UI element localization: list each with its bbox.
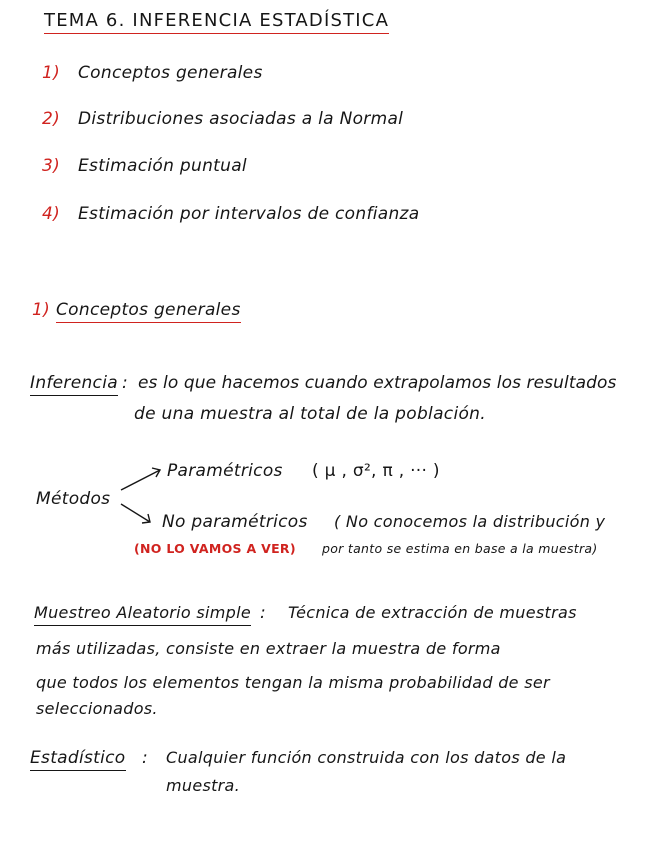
no-parametricos-note-line-1: ( No conocemos la distribución y (334, 512, 606, 531)
parametricos-params: ( μ , σ², π , ··· ) (312, 461, 440, 481)
page-title: TEMA 6. INFERENCIA ESTADÍSTICA (44, 10, 389, 34)
inferencia-term: Inferencia (30, 372, 118, 396)
index-number-4: 4) (42, 204, 61, 224)
muestreo-definition-line-4: seleccionados. (36, 699, 158, 718)
index-item-1: Conceptos generales (78, 63, 263, 83)
index-number-1: 1) (42, 63, 61, 83)
index-number-3: 3) (42, 156, 61, 176)
muestreo-definition-line-1: Técnica de extracción de muestras (288, 603, 577, 622)
index-item-2: Distribuciones asociadas a la Normal (78, 109, 404, 129)
estadistico-term: Estadístico (30, 747, 126, 771)
muestreo-colon: : (260, 603, 267, 623)
index-item-3: Estimación puntual (78, 156, 247, 176)
muestreo-definition-line-3: que todos los elementos tengan la misma probabilidad de ser (36, 673, 550, 692)
muestreo-term: Muestreo Aleatorio simple (34, 602, 251, 626)
index-number-2: 2) (42, 109, 61, 129)
muestreo-definition-line-2: más utilizadas, consiste en extraer la muestra de forma (36, 639, 501, 658)
section-number: 1) (32, 300, 51, 320)
section-heading: Conceptos generales (56, 299, 241, 323)
inferencia-definition-line-1: es lo que hacemos cuando extrapolamos los resultados (138, 373, 617, 393)
estadistico-definition-line-1: Cualquier función construida con los datos de la (166, 748, 567, 767)
estadistico-colon: : (142, 748, 149, 768)
parametricos-label: Paramétricos (167, 461, 283, 481)
inferencia-definition-line-2: de una muestra al total de la población. (134, 404, 486, 424)
no-parametricos-note-line-2: por tanto se estima en base a la muestra) (322, 541, 598, 556)
estadistico-definition-line-2: muestra. (166, 776, 241, 795)
no-lo-vamos-a-ver-note: (NO LO VAMOS A VER) (134, 541, 296, 556)
index-item-4: Estimación por intervalos de confianza (78, 204, 420, 224)
inferencia-colon: : (122, 373, 129, 393)
no-parametricos-label: No paramétricos (162, 512, 308, 532)
metodos-label: Métodos (36, 489, 111, 509)
